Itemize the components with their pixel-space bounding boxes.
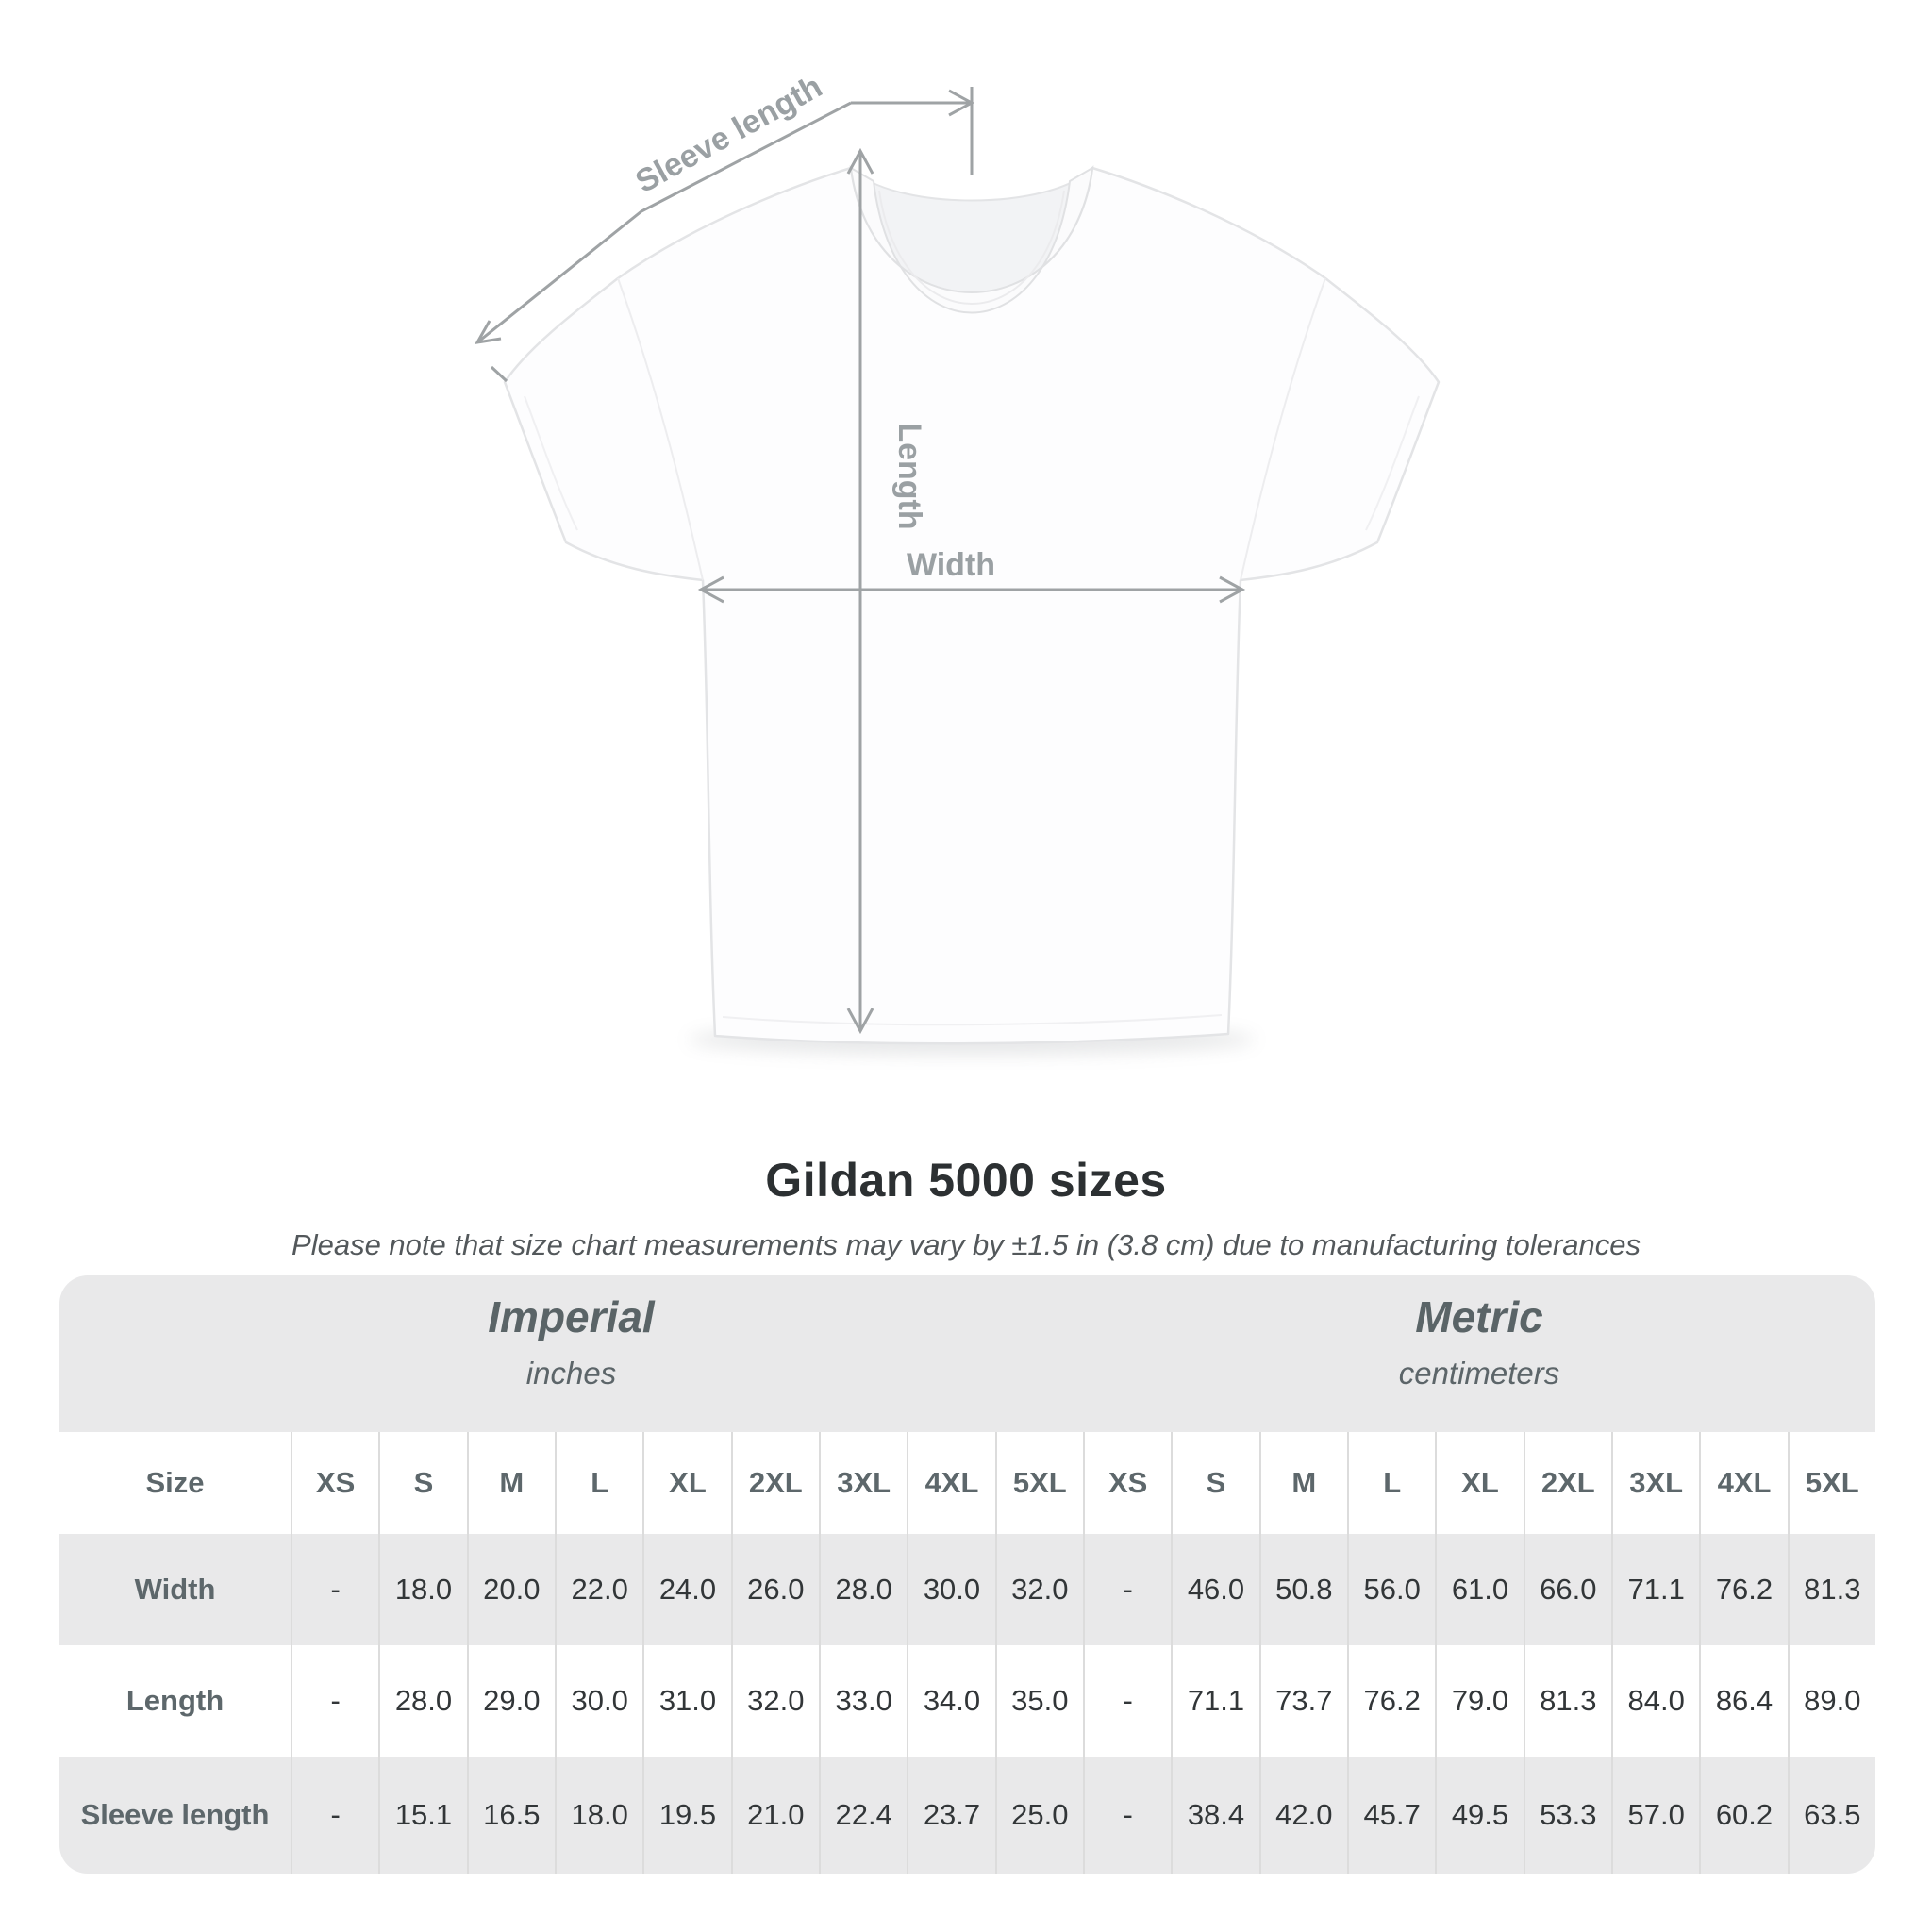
value-cell: 81.3	[1788, 1534, 1875, 1645]
metric-sublabel: centimeters	[1398, 1356, 1560, 1391]
size-col-header: 2XL	[1524, 1432, 1611, 1534]
value-cell: 57.0	[1611, 1757, 1699, 1874]
value-cell: 73.7	[1259, 1645, 1347, 1757]
size-col-header: L	[555, 1432, 642, 1534]
size-col-header: 2XL	[731, 1432, 819, 1534]
value-cell: 32.0	[995, 1534, 1083, 1645]
value-cell: 28.0	[819, 1534, 907, 1645]
value-cell: 21.0	[731, 1757, 819, 1874]
size-col-header: XL	[1435, 1432, 1523, 1534]
size-col-header: M	[467, 1432, 555, 1534]
value-cell: 16.5	[467, 1757, 555, 1874]
value-cell: -	[291, 1534, 378, 1645]
value-cell: 35.0	[995, 1645, 1083, 1757]
value-cell: 18.0	[378, 1534, 466, 1645]
value-cell: 24.0	[642, 1534, 730, 1645]
size-col-header: 5XL	[995, 1432, 1083, 1534]
size-col-header: 3XL	[1611, 1432, 1699, 1534]
value-cell: 63.5	[1788, 1757, 1875, 1874]
value-cell: -	[1083, 1645, 1171, 1757]
value-cell: 32.0	[731, 1645, 819, 1757]
value-cell: -	[1083, 1757, 1171, 1874]
value-cell: 71.1	[1171, 1645, 1258, 1757]
size-column-header: Size	[59, 1432, 291, 1534]
value-cell: 30.0	[555, 1645, 642, 1757]
value-cell: 31.0	[642, 1645, 730, 1757]
value-cell: 53.3	[1524, 1757, 1611, 1874]
metric-section-header	[1083, 1275, 1875, 1432]
size-table	[59, 1275, 1875, 1874]
page-subtitle: Please note that size chart measurements may vary by ±1.5 in (3.8 cm) due to manufacturing tolerances	[291, 1228, 1641, 1261]
page-title: Gildan 5000 sizes	[765, 1154, 1167, 1207]
size-col-header: L	[1347, 1432, 1435, 1534]
value-cell: 84.0	[1611, 1645, 1699, 1757]
sleeve-length-label: Sleeve length	[629, 68, 828, 201]
tshirt-illustration	[505, 168, 1439, 1043]
size-col-header: 4XL	[907, 1432, 994, 1534]
size-col-header: 3XL	[819, 1432, 907, 1534]
value-cell: 66.0	[1524, 1534, 1611, 1645]
imperial-label: Imperial	[488, 1292, 655, 1341]
size-col-header: S	[378, 1432, 466, 1534]
row-label: Length	[59, 1645, 291, 1757]
imperial-section-header	[59, 1275, 1083, 1432]
value-cell: -	[291, 1645, 378, 1757]
value-cell: 28.0	[378, 1645, 466, 1757]
value-cell: 25.0	[995, 1757, 1083, 1874]
size-col-header: S	[1171, 1432, 1258, 1534]
value-cell: 76.2	[1347, 1645, 1435, 1757]
value-cell: 46.0	[1171, 1534, 1258, 1645]
size-col-header: XS	[291, 1432, 378, 1534]
value-cell: 79.0	[1435, 1645, 1523, 1757]
metric-label: Metric	[1415, 1292, 1543, 1341]
value-cell: 76.2	[1699, 1534, 1787, 1645]
value-cell: 45.7	[1347, 1757, 1435, 1874]
value-cell: 34.0	[907, 1645, 994, 1757]
length-label: Length	[891, 423, 927, 530]
value-cell: 18.0	[555, 1757, 642, 1874]
value-cell: 50.8	[1259, 1534, 1347, 1645]
value-cell: 56.0	[1347, 1534, 1435, 1645]
value-cell: 71.1	[1611, 1534, 1699, 1645]
size-col-header: XL	[642, 1432, 730, 1534]
width-label: Width	[906, 547, 996, 583]
value-cell: 26.0	[731, 1534, 819, 1645]
row-label: Sleeve length	[80, 1798, 270, 1831]
imperial-sublabel: inches	[525, 1356, 617, 1391]
value-cell: 42.0	[1259, 1757, 1347, 1874]
value-cell: 89.0	[1788, 1645, 1875, 1757]
value-cell: 29.0	[467, 1645, 555, 1757]
value-cell: 33.0	[819, 1645, 907, 1757]
value-cell: 81.3	[1524, 1645, 1611, 1757]
value-cell: 61.0	[1435, 1534, 1523, 1645]
size-col-header: M	[1259, 1432, 1347, 1534]
size-col-header: 5XL	[1788, 1432, 1875, 1534]
value-cell: 30.0	[907, 1534, 994, 1645]
row-label: Width	[134, 1573, 216, 1606]
value-cell: -	[1083, 1534, 1171, 1645]
value-cell: 19.5	[642, 1757, 730, 1874]
value-cell: 15.1	[378, 1757, 466, 1874]
size-col-header: 4XL	[1699, 1432, 1787, 1534]
value-cell: 38.4	[1171, 1757, 1258, 1874]
value-cell: 86.4	[1699, 1645, 1787, 1757]
value-cell: 22.0	[555, 1534, 642, 1645]
value-cell: 20.0	[467, 1534, 555, 1645]
value-cell: 22.4	[819, 1757, 907, 1874]
size-col-header: XS	[1083, 1432, 1171, 1534]
value-cell: 23.7	[907, 1757, 994, 1874]
value-cell: -	[291, 1757, 378, 1874]
value-cell: 49.5	[1435, 1757, 1523, 1874]
value-cell: 60.2	[1699, 1757, 1787, 1874]
